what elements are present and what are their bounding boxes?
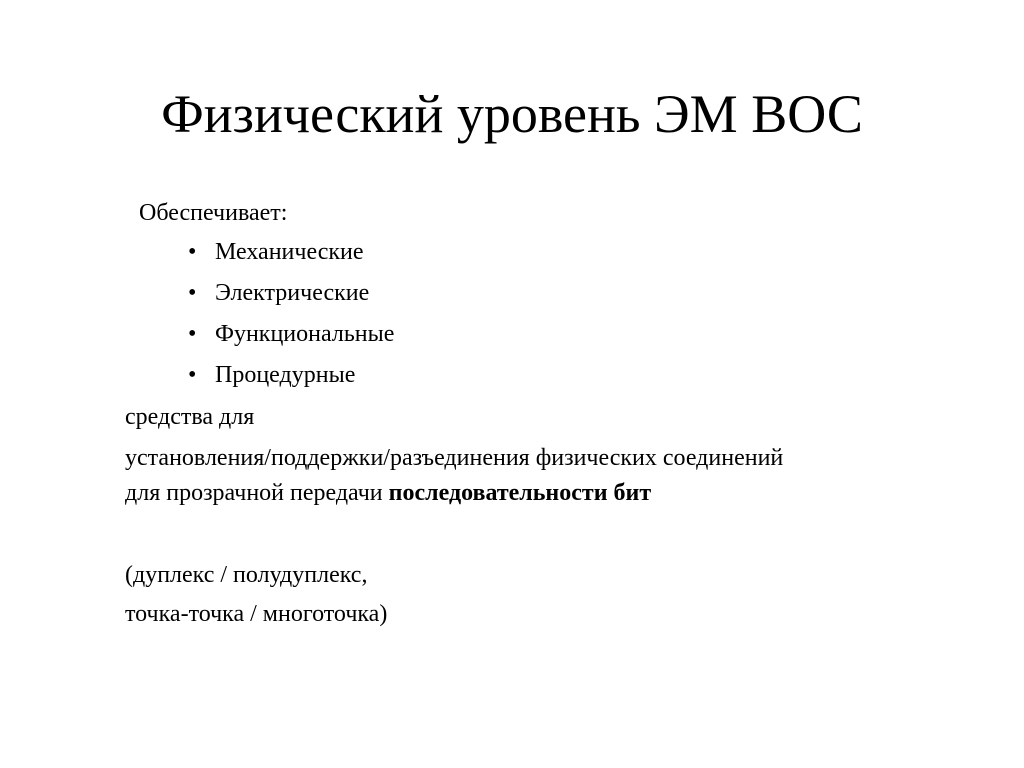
- bullet-item-electrical: [188, 278, 394, 319]
- bullet-icon: •: [188, 321, 197, 347]
- text-bit-sequence-bold: последовательности бит: [388, 480, 652, 506]
- text-means-for: средства для: [125, 404, 255, 430]
- bullet-list: [188, 237, 394, 401]
- bullet-icon: •: [188, 239, 197, 265]
- bullet-item-procedural: [188, 360, 394, 401]
- intro-text: Обеспечивает:: [139, 200, 288, 226]
- bullet-label: Электрические: [215, 280, 370, 306]
- bullet-item-mechanical: [188, 237, 394, 278]
- bullet-label: Механические: [215, 239, 364, 265]
- slide-title: Физический уровень ЭМ ВОС: [161, 84, 863, 144]
- bullet-item-functional: [188, 319, 394, 360]
- bullet-icon: •: [188, 280, 197, 306]
- bullet-icon: •: [188, 362, 197, 388]
- text-transparent-transfer: [125, 478, 651, 508]
- text-transparent-transfer-normal: для прозрачной передачи: [125, 480, 389, 506]
- bullet-label: Функциональные: [215, 321, 395, 347]
- text-point-to-point: точка-точка / многоточка): [125, 601, 388, 627]
- bullet-label: Процедурные: [215, 362, 356, 388]
- text-establishing-connections: установления/поддержки/разъединения физических соединений: [125, 445, 784, 471]
- text-duplex: (дуплекс / полудуплекс,: [125, 562, 368, 588]
